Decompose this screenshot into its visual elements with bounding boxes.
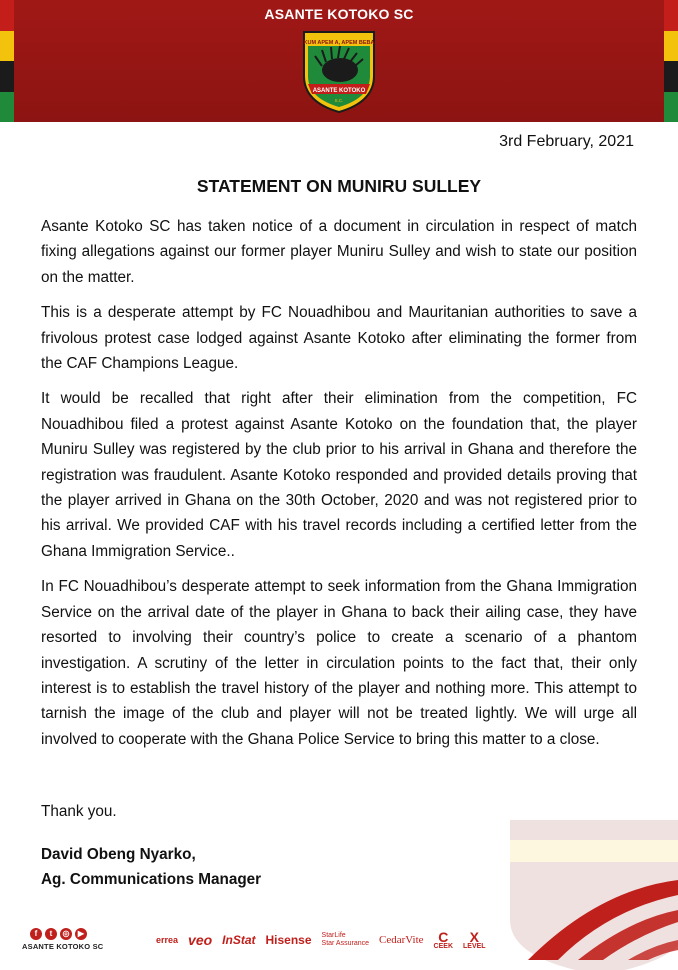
sponsor-instat-logo: InStat <box>222 933 256 947</box>
paragraph: In FC Nouadhibou’s desperate attempt to seek information from the Ghana Immigration Service on the arrival date of the player in Ghana to back their ailing case, they have resorted to involving their country’s police to create a scenario of a phantom investigation. A scrutiny of the letter in circulation points to the fact that, their only interest is to establish the travel history of the player and nothing more. This attempt to tarnish the image of the club and player will not be treated lightly. We will urge all involved to cooperate with the Ghana Police Service to bring this matter to a close. <box>41 578 637 748</box>
header-banner <box>0 0 678 122</box>
club-name: ASANTE KOTOKO SC <box>264 6 414 22</box>
signoff-text: Thank you. <box>41 803 117 820</box>
youtube-icon[interactable]: ▶ <box>75 928 87 940</box>
statement-body <box>41 214 637 762</box>
social-icons <box>22 928 103 940</box>
svg-text:ASANTE KOTOKO: ASANTE KOTOKO <box>312 88 366 94</box>
sponsor-starlife-logo: StarLife Star Assurance <box>321 932 369 947</box>
paragraph: Asante Kotoko SC has taken notice of a document in circulation in respect of match fixing allegations against our former player Muniru Sulley and wish to state our position on the matter. <box>41 218 637 286</box>
signatory-role: Ag. Communications Manager <box>41 871 262 888</box>
svg-text:KUM APEM A, APEM BEBA: KUM APEM A, APEM BEBA <box>303 40 375 46</box>
sponsor-cedarvite-logo: CedarVite <box>379 934 424 946</box>
sponsor-veo-logo: veo <box>188 932 213 948</box>
statement-title: STATEMENT ON MUNIRU SULLEY <box>196 176 482 196</box>
paragraph: It would be recalled that right after their elimination from the competition, FC Nouadhibou filed a protest against Asante Kotoko on the foundation that, the player Muniru Sulley was registered by the club prior to his arrival in Ghana and therefore the registration was fraudulent. Asante Kotoko responded and provided details proving that the player arrived in Ghana on the 30th October, 2020 and was not registered prior to his arrival. We provided CAF with his travel records including a certified letter from the Ghana Immigration Service.. <box>41 390 637 560</box>
sponsor-ceek-logo: C CEEK <box>433 928 453 950</box>
club-crest-logo <box>300 26 378 114</box>
signatory-name: David Obeng Nyarko, <box>41 846 196 863</box>
sponsor-hisense-logo: Hisense <box>265 933 312 947</box>
facebook-icon[interactable]: f <box>30 928 42 940</box>
twitter-icon[interactable]: t <box>45 928 57 940</box>
sponsor-errea-logo: errea <box>156 935 179 945</box>
svg-text:S.C.: S.C. <box>334 98 344 103</box>
social-block <box>22 928 103 951</box>
sponsor-xlevel-logo: X LEVEL <box>463 928 486 950</box>
signature-block <box>41 842 261 892</box>
statement-date: 3rd February, 2021 <box>499 133 634 150</box>
corner-decoration <box>508 850 678 960</box>
instagram-icon[interactable]: ◎ <box>60 928 72 940</box>
paragraph: This is a desperate attempt by FC Nouadhibou and Mauritanian authorities to save a frivolous protest case lodged against Asante Kotoko after eliminating the former from the CAF Champions League. <box>41 304 637 373</box>
social-handle: ASANTE KOTOKO SC <box>22 942 104 951</box>
sponsor-logos <box>156 928 526 952</box>
